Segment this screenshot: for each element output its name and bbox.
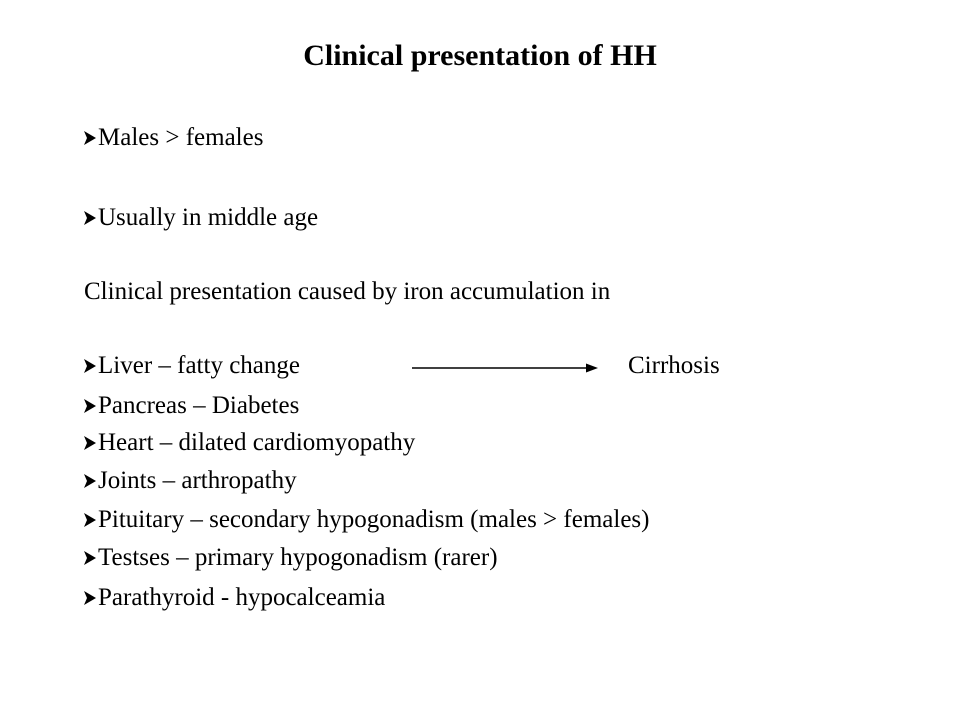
bullet-text: Pancreas – Diabetes	[98, 392, 300, 419]
bullet-item-heart	[84, 428, 415, 458]
arrowhead-bullet-icon	[84, 505, 98, 527]
bullet-text: Parathyroid - hypocalceamia	[98, 584, 386, 611]
bullet-item-age	[84, 203, 318, 233]
bullet-text: Joints – arthropathy	[98, 467, 297, 494]
bullet-item-parathyroid	[84, 583, 385, 613]
intro-paragraph: Clinical presentation caused by iron accumulation in	[84, 278, 611, 305]
bullet-item-testes	[84, 543, 498, 573]
bullet-item-pituitary	[84, 505, 649, 535]
arrowhead-bullet-icon	[84, 466, 98, 488]
arrowhead-bullet-icon	[84, 583, 98, 605]
arrowhead-bullet-icon	[84, 123, 98, 145]
cirrhosis-label: Cirrhosis	[628, 352, 720, 379]
arrowhead-bullet-icon	[84, 203, 98, 225]
slide-title: Clinical presentation of HH	[303, 39, 657, 72]
arrowhead-bullet-icon	[84, 351, 98, 373]
bullet-item-joints	[84, 466, 297, 496]
bullet-text: Males > females	[98, 124, 264, 151]
bullet-text: Testses – primary hypogonadism (rarer)	[98, 544, 498, 571]
arrowhead-bullet-icon	[84, 428, 98, 450]
bullet-text: Liver – fatty change	[98, 352, 300, 379]
bullet-item-sex-ratio	[84, 123, 263, 153]
bullet-item-pancreas	[84, 391, 299, 421]
bullet-text: Heart – dilated cardiomyopathy	[98, 429, 416, 456]
arrowhead-bullet-icon	[84, 543, 98, 565]
bullet-text: Pituitary – secondary hypogonadism (males > females)	[98, 506, 650, 533]
bullet-text: Usually in middle age	[98, 204, 319, 231]
right-arrow-icon	[412, 360, 598, 376]
arrowhead-bullet-icon	[84, 391, 98, 413]
bullet-item-liver	[84, 351, 300, 381]
